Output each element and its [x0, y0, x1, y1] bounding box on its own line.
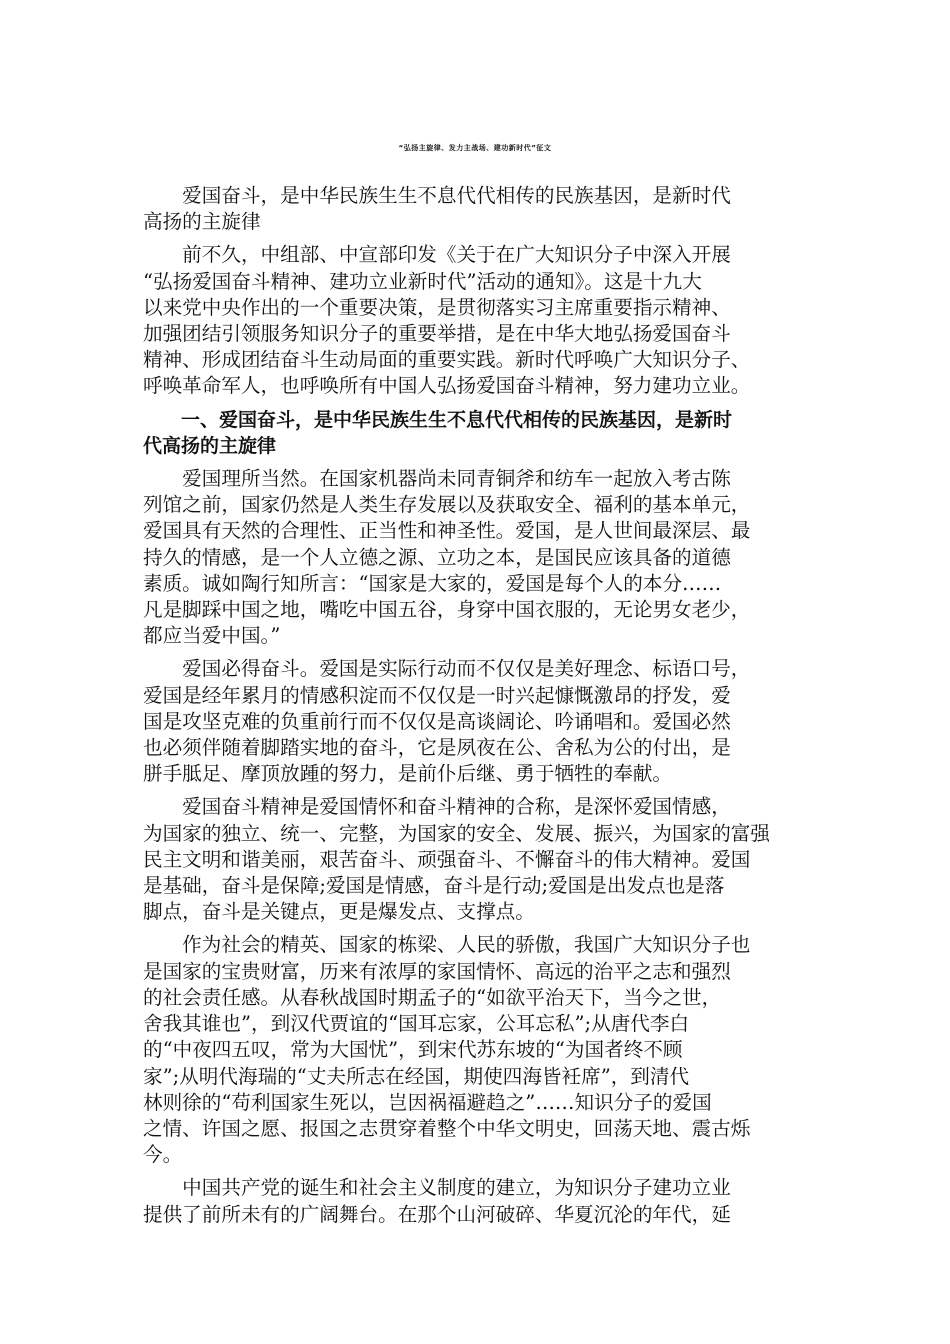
body-paragraph [143, 183, 818, 235]
text-line: 为国家的独立、统一、完整，为国家的安全、发展、振兴，为国家的富强 [143, 821, 770, 845]
text-line: 作为社会的精英、国家的栋梁、人民的骄傲，我国广大知识分子也 [143, 933, 751, 957]
text-line: 爱国具有天然的合理性、正当性和神圣性。爱国，是人世间最深层、最 [143, 519, 751, 543]
text-line: 民主文明和谐美丽，艰苦奋斗、顽强奋斗、不懈奋斗的伟大精神。爱国 [143, 847, 751, 871]
body-paragraph [143, 656, 818, 787]
text-line: 是基础，奋斗是保障;爱国是情感，奋斗是行动;爱国是出发点也是落 [143, 874, 725, 898]
text-line: 家”;从明代海瑞的“丈夫所志在经国，期使四海皆衽席”，到清代 [143, 1064, 690, 1088]
body-paragraph [143, 1175, 818, 1227]
body-paragraph [143, 242, 818, 399]
text-line: 提供了前所未有的广阔舞台。在那个山河破碎、华夏沉沦的年代，延 [143, 1202, 731, 1226]
text-line: 一、爱国奋斗，是中华民族生生不息代代相传的民族基因，是新时 [143, 408, 733, 431]
text-line: 舍我其谁也”，到汉代贾谊的“国耳忘家，公耳忘私”;从唐代李白 [143, 1012, 690, 1036]
text-line: 加强团结引领服务知识分子的重要举措，是在中华大地弘扬爱国奋斗 [143, 322, 731, 346]
text-line: 爱国奋斗精神是爱国情怀和奋斗精神的合称，是深怀爱国情感， [143, 795, 731, 819]
text-line: 以来党中央作出的一个重要决策，是贯彻落实习主席重要指示精神、 [143, 295, 731, 319]
text-line: 素质。诚如陶行知所言：“国家是大家的，爱国是每个人的本分…… [143, 571, 722, 595]
text-line: 是国家的宝贵财富，历来有浓厚的家国情怀、高远的治平之志和强烈 [143, 959, 731, 983]
text-line: 今。 [143, 1143, 183, 1167]
text-line: 凡是脚踩中国之地，嘴吃中国五谷，身穿中国衣服的，无论男女老少， [143, 598, 751, 622]
text-line: 之情、许国之愿、报国之志贯穿着整个中华文明史，回荡天地、震古烁 [143, 1116, 751, 1140]
text-line: 爱国奋斗，是中华民族生生不息代代相传的民族基因，是新时代 [143, 184, 731, 207]
text-line: 都应当爱中国。” [143, 624, 281, 648]
text-line: 胼手胝足、摩顶放踵的努力，是前仆后继、勇于牺牲的奉献。 [143, 762, 673, 786]
text-line: 列馆之前，国家仍然是人类生存发展以及获取安全、福利的基本单元， [143, 493, 751, 517]
text-line: 爱国理所当然。在国家机器尚未同青铜斧和纺车一起放入考古陈 [143, 467, 731, 491]
body-paragraph [143, 932, 818, 1168]
text-line: 脚点，奋斗是关键点，更是爆发点、支撑点。 [143, 900, 535, 924]
body-paragraph [143, 466, 818, 649]
text-line: 也必须伴随着脚踏实地的奋斗，它是夙夜在公、舍私为公的付出，是 [143, 736, 731, 760]
text-line: 的“中夜四五叹，常为大国忧”，到宋代苏东坡的“为国者终不顾 [143, 1038, 683, 1062]
text-line: 前不久，中组部、中宣部印发《关于在广大知识分子中深入开展 [143, 243, 731, 267]
document-title: “弘扬主旋律、发力主战场、建功新时代”征文 [398, 144, 552, 152]
body-paragraph [143, 794, 818, 925]
text-line: 国是攻坚克难的负重前行而不仅仅是高谈阔论、吟诵唱和。爱国必然 [143, 709, 731, 733]
text-line: 高扬的主旋律 [143, 210, 261, 234]
text-line: 精神、形成团结奋斗生动局面的重要实践。新时代呼唤广大知识分子、 [143, 348, 751, 372]
text-line: 林则徐的“苟利国家生死以，岂因祸福避趋之”……知识分子的爱国 [143, 1090, 712, 1114]
text-line: 爱国是经年累月的情感积淀而不仅仅是一时兴起慷慨激昂的抒发，爱 [143, 683, 731, 707]
text-line: 中国共产党的诞生和社会主义制度的建立，为知识分子建功立业 [143, 1176, 731, 1200]
section-heading [143, 407, 818, 459]
text-line: 的社会责任感。从春秋战国时期孟子的“如欲平治天下，当今之世， [143, 985, 722, 1009]
text-line: 爱国必得奋斗。爱国是实际行动而不仅仅是美好理念、标语口号， [143, 657, 751, 681]
document-body [143, 183, 818, 1235]
text-line: 代高扬的主旋律 [143, 434, 277, 457]
text-line: 呼唤革命军人，也呼唤所有中国人弘扬爱国奋斗精神，努力建功立业。 [143, 374, 751, 398]
text-line: “弘扬爱国奋斗精神、建功立业新时代”活动的通知》。这是十九大 [143, 269, 702, 293]
text-line: 持久的情感，是一个人立德之源、立功之本，是国民应该具备的道德 [143, 545, 731, 569]
